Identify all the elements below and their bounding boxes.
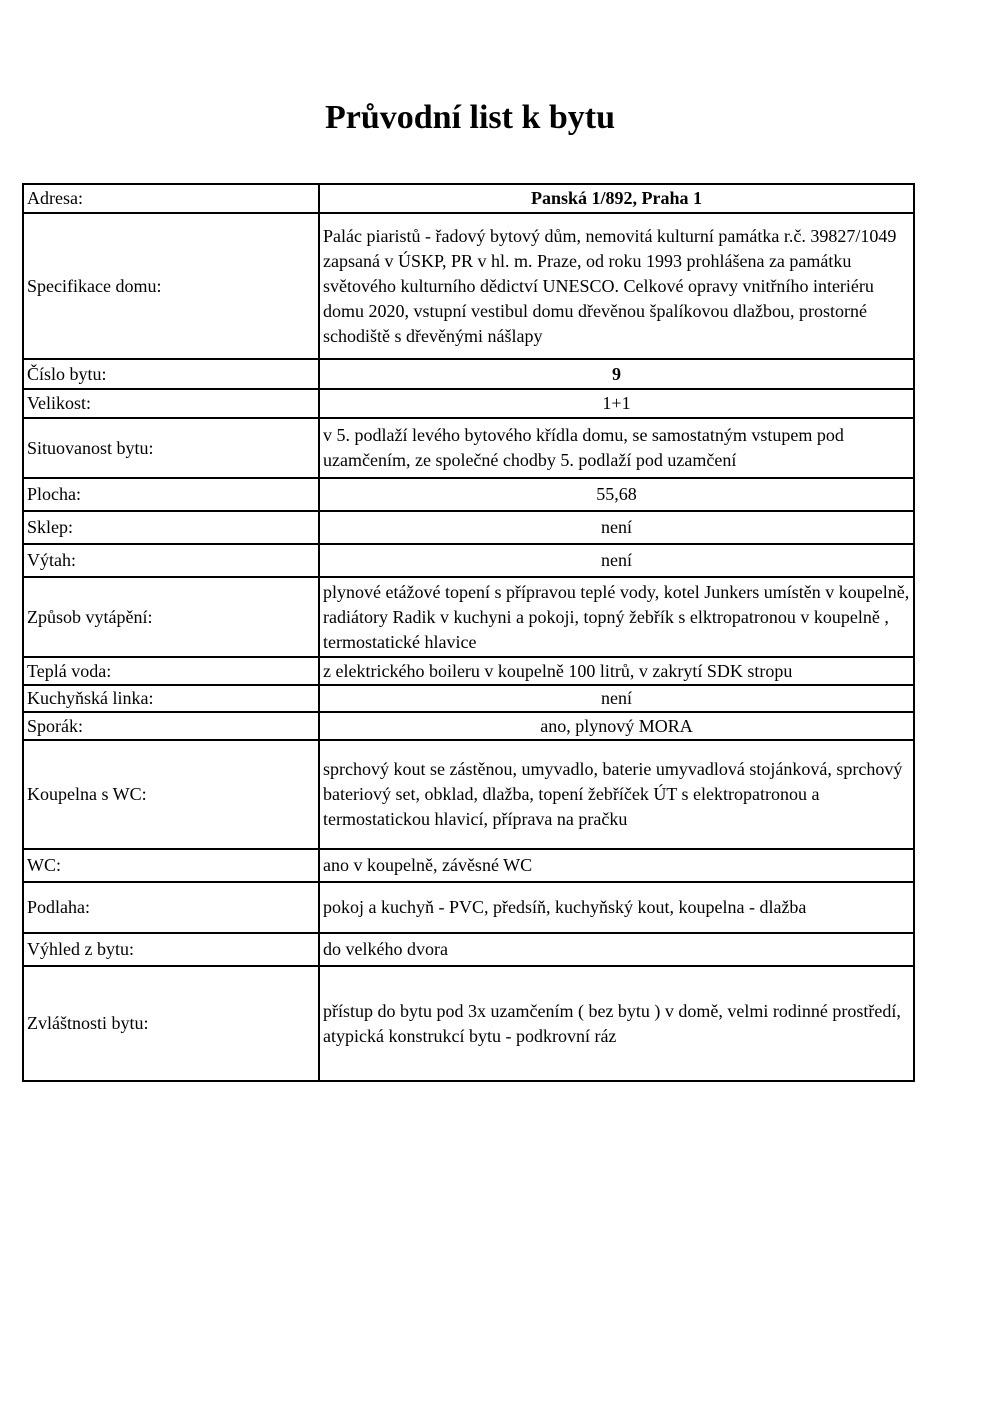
value-situovanost: v 5. podlaží levého bytového křídla domu, se samostatným vstupem pod uzamčením, ze společné chodby 5. podlaží pod uzamčení bbox=[319, 418, 914, 478]
row-sklep bbox=[23, 511, 914, 544]
label-kuchynska-linka: Kuchyňská linka: bbox=[23, 685, 319, 712]
row-adresa bbox=[23, 184, 914, 213]
label-vytah: Výtah: bbox=[23, 544, 319, 577]
row-plocha bbox=[23, 478, 914, 511]
row-situovanost bbox=[23, 418, 914, 478]
row-vytapeni bbox=[23, 577, 914, 657]
label-situovanost: Situovanost bytu: bbox=[23, 418, 319, 478]
apartment-info-table bbox=[22, 183, 915, 1082]
row-tepla-voda bbox=[23, 657, 914, 685]
label-vyhled: Výhled z bytu: bbox=[23, 933, 319, 966]
row-kuchynska-linka bbox=[23, 685, 914, 712]
row-specifikace bbox=[23, 213, 914, 359]
label-zvlastnosti: Zvláštnosti bytu: bbox=[23, 966, 319, 1081]
value-koupelna: sprchový kout se zástěnou, umyvadlo, baterie umyvadlová stojánková, sprchový bateriový set, obklad, dlažba, topení žebříček ÚT s elektropatronou a termostatickou hlavicí, příprava na pračku bbox=[319, 740, 914, 849]
row-sporak bbox=[23, 712, 914, 740]
value-vytah: není bbox=[319, 544, 914, 577]
value-vytapeni: plynové etážové topení s přípravou teplé vody, kotel Junkers umístěn v koupelně, radiátory Radik v kuchyni a pokoji, topný žebřík s elktropatronou v koupelně , termostatické hlavice bbox=[319, 577, 914, 657]
label-cislo-bytu: Číslo bytu: bbox=[23, 359, 319, 389]
value-velikost: 1+1 bbox=[319, 389, 914, 418]
row-vyhled bbox=[23, 933, 914, 966]
label-vytapeni: Způsob vytápění: bbox=[23, 577, 319, 657]
value-wc: ano v koupelně, závěsné WC bbox=[319, 849, 914, 882]
value-specifikace: Palác piaristů - řadový bytový dům, nemovitá kulturní památka r.č. 39827/1049 zapsaná v ÚSKP, PR v hl. m. Praze, od roku 1993 prohlášena za památku světového kulturního dědictví UNESCO. Celkové opravy vnitřního interiéru domu 2020, vstupní vestibul domu dřevěnou špalíkovou dlažbou, prostorné schodiště s dřevěnými nášlapy bbox=[319, 213, 914, 359]
label-sporak: Sporák: bbox=[23, 712, 319, 740]
value-sklep: není bbox=[319, 511, 914, 544]
label-sklep: Sklep: bbox=[23, 511, 319, 544]
label-specifikace: Specifikace domu: bbox=[23, 213, 319, 359]
document-title: Průvodní list k bytu bbox=[324, 99, 616, 136]
value-vyhled: do velkého dvora bbox=[319, 933, 914, 966]
value-zvlastnosti: přístup do bytu pod 3x uzamčením ( bez bytu ) v domě, velmi rodinné prostředí, atypická konstrukcí bytu - podkrovní ráz bbox=[319, 966, 914, 1081]
label-podlaha: Podlaha: bbox=[23, 882, 319, 933]
row-podlaha bbox=[23, 882, 914, 933]
row-vytah bbox=[23, 544, 914, 577]
row-zvlastnosti bbox=[23, 966, 914, 1081]
value-tepla-voda: z elektrického boileru v koupelně 100 litrů, v zakrytí SDK stropu bbox=[319, 657, 914, 685]
value-sporak: ano, plynový MORA bbox=[319, 712, 914, 740]
value-kuchynska-linka: není bbox=[319, 685, 914, 712]
label-plocha: Plocha: bbox=[23, 478, 319, 511]
value-plocha: 55,68 bbox=[319, 478, 914, 511]
value-podlaha: pokoj a kuchyň - PVC, předsíň, kuchyňský kout, koupelna - dlažba bbox=[319, 882, 914, 933]
label-wc: WC: bbox=[23, 849, 319, 882]
row-velikost bbox=[23, 389, 914, 418]
row-koupelna bbox=[23, 740, 914, 849]
value-cislo-bytu: 9 bbox=[319, 359, 914, 389]
row-cislo-bytu bbox=[23, 359, 914, 389]
value-adresa: Panská 1/892, Praha 1 bbox=[319, 184, 914, 213]
row-wc bbox=[23, 849, 914, 882]
label-adresa: Adresa: bbox=[23, 184, 319, 213]
label-koupelna: Koupelna s WC: bbox=[23, 740, 319, 849]
label-tepla-voda: Teplá voda: bbox=[23, 657, 319, 685]
label-velikost: Velikost: bbox=[23, 389, 319, 418]
